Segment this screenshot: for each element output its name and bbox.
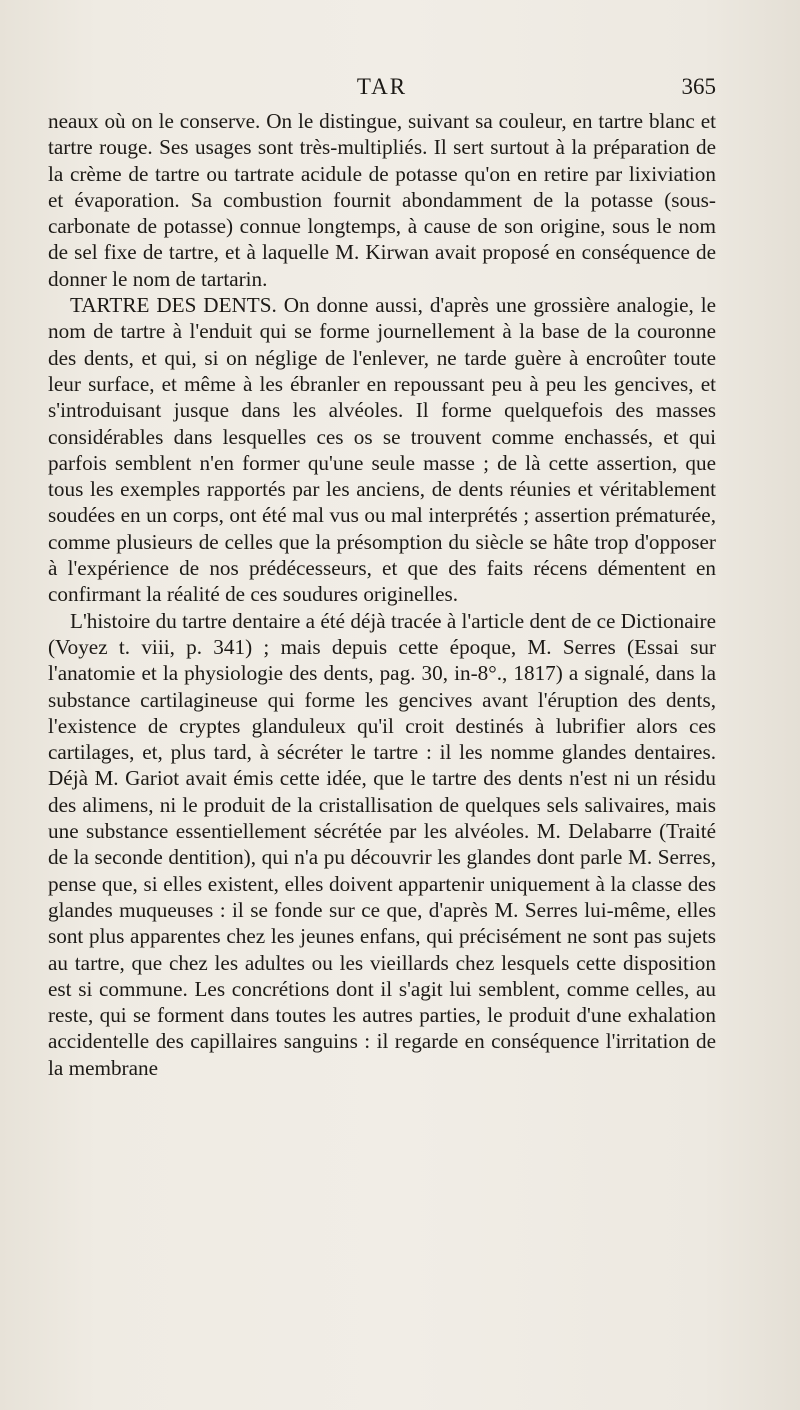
- running-head: TAR: [356, 74, 408, 99]
- paragraph-3-text: L'histoire du tartre dentaire a été déjà tracée à l'article dent de ce Dictionaire (Voyez t. viii, p. 341) ; mais depuis cette époque, M. Serres (Essai sur l'anatomie et la physiologie des dents, pag. 30, in-8°., 1817) a signalé, dans la substance cartilagineuse qui forme les gencives avant l'éruption des dents, l'existence de cryptes glanduleux qu'il croit destinés à lubrifier alors ces cartilages, et, plus tard, à sécréter le tartre : il les nomme glandes dentaires. Déjà M. Gariot avait émis cette idée, que le tartre des dents n'est ni un résidu des alimens, ni le produit de la cristallisation de quelques sels salivaires, mais une substance essentiellement sécrétée par les alvéoles. M. Delabarre (Traité de la seconde dentition), qui n'a pu découvrir les glandes dont parle M. Serres, pense que, si elles existent, elles doivent appartenir uniquement à la classe des glandes muqueuses : il se fonde sur ce que, d'après M. Serres lui-même, elles sont plus apparentes chez les jeunes enfans, qui précisément ne sont pas sujets au tartre, que chez les adultes ou les vieillards chez lesquels cette disposition est si commune. Les concrétions dont il s'agit lui semblent, comme celles, au reste, qui se forment dans toutes les autres parties, le produit d'une exhalation accidentelle des capillaires sanguins : il regarde en conséquence l'irritation de la membrane: [48, 608, 716, 1080]
- paragraph-tartre-dentaire: [48, 608, 716, 1081]
- page-number: 365: [681, 74, 716, 99]
- paragraph-1-text: neaux où on le conserve. On le distingue, suivant sa couleur, en tartre blanc et tartre rouge. Ses usages sont très-multipliés. Il sert surtout à la préparation de la crème de tartre ou tartrate acidule de potasse qu'on en retire par lixiviation et évaporation. Sa combustion fournit abondamment de la potasse (sous-carbonate de potasse) connue longtemps, à cause de son origine, sous le nom de sel fixe de tartre, et à laquelle M. Kirwan avait proposé en conséquence de donner le nom de tartarin.: [48, 109, 716, 291]
- paragraph-tartre-des-dents: [48, 292, 716, 608]
- body-text: [48, 108, 716, 1081]
- page-header: [48, 74, 716, 108]
- paragraph-1: [48, 108, 716, 292]
- paragraph-2-text: TARTRE DES DENTS. On donne aussi, d'après une grossière analogie, le nom de tartre à l'enduit qui se forme journellement à la base de la couronne des dents, et qui, si on néglige de l'enlever, ne tarde guère à encroûter toute leur surface, et même à les ébranler en repoussant peu à peu les gencives, et s'introduisant jusque dans les alvéoles. Il forme quelquefois des masses considérables dans lesquelles ces os se trouvent comme enchassés, et qui parfois semblent n'en former qu'une seule masse ; de là cette assertion, que tous les exemples rapportés par les anciens, de dents réunies et véritablement soudées en un corps, ont été mal vus ou mal interprétés ; assertion prématurée, comme plusieurs de celles que la présomption du siècle se hâte trop d'opposer à l'expérience de nos prédécesseurs, et que des faits récens démentent en confirmant la réalité de ces soudures originelles.: [48, 293, 716, 607]
